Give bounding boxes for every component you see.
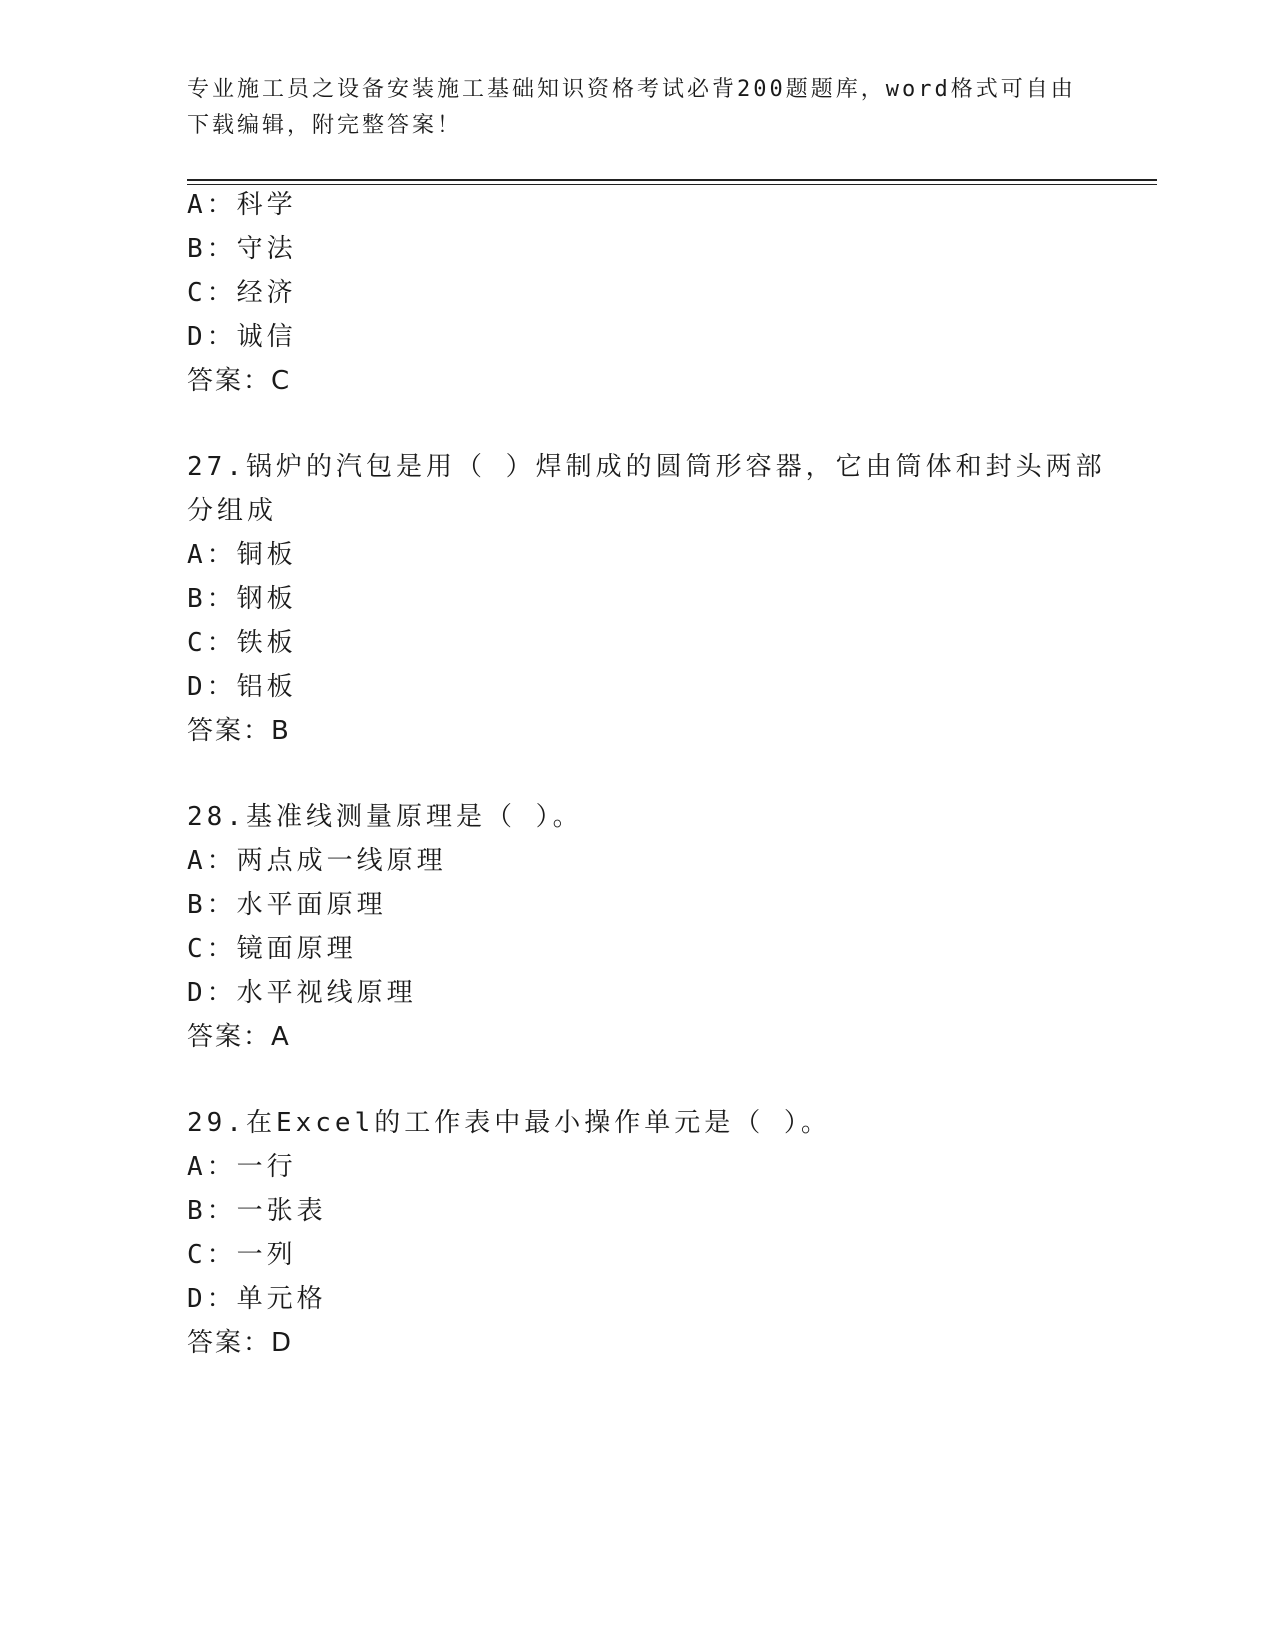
q27-stem-line-1: 27.锅炉的汽包是用（ ）焊制成的圆筒形容器，它由筒体和封头两部 [187, 452, 1106, 482]
q26-option-c: C：经济 [187, 278, 297, 308]
q28-option-a: A：两点成一线原理 [187, 846, 447, 876]
q29-answer: 答案：D [187, 1328, 294, 1358]
q27-answer: 答案：B [187, 716, 291, 746]
header-line-1: 专业施工员之设备安装施工基础知识资格考试必背200题题库，word格式可自由 [187, 77, 1076, 102]
q27-option-a: A：铜板 [187, 540, 297, 570]
q28-option-d: D：水平视线原理 [187, 978, 417, 1008]
q29-option-d: D：单元格 [187, 1284, 327, 1314]
q28-answer: 答案：A [187, 1022, 291, 1052]
q27-stem-line-2: 分组成 [187, 496, 278, 526]
header-divider [187, 179, 1157, 185]
q26-option-d: D：诚信 [187, 322, 297, 352]
q29-option-b: B：一张表 [187, 1196, 327, 1226]
q29-option-c: C：一列 [187, 1240, 297, 1270]
q28-option-c: C：镜面原理 [187, 934, 357, 964]
q26-option-a: A：科学 [187, 190, 297, 220]
q28-option-b: B：水平面原理 [187, 890, 387, 920]
q29-stem: 29.在Excel的工作表中最小操作单元是（ ）。 [187, 1108, 831, 1138]
q26-answer: 答案：C [187, 366, 292, 396]
q27-option-c: C：铁板 [187, 628, 297, 658]
q27-option-b: B：钢板 [187, 584, 297, 614]
document-header [187, 72, 1087, 144]
q27-option-d: D：铝板 [187, 672, 297, 702]
q28-stem: 28.基准线测量原理是（ ）。 [187, 802, 583, 832]
q29-option-a: A：一行 [187, 1152, 297, 1182]
q26-option-b: B：守法 [187, 234, 297, 264]
header-line-2: 下载编辑，附完整答案！ [187, 113, 463, 138]
